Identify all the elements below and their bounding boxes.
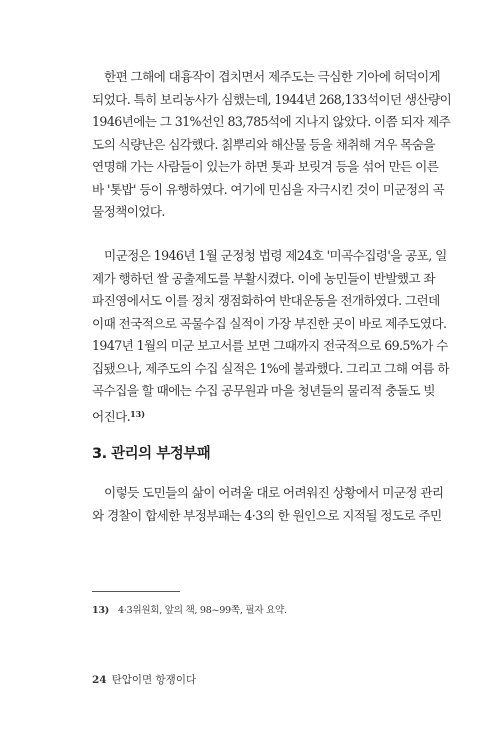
text-line: 물정책이었다.: [92, 204, 165, 219]
text-line: 어진다.: [92, 408, 131, 424]
paragraph-famine: [92, 66, 452, 224]
text-line: 파진영에서도 이를 정치 쟁점화하여 반대운동을 전개하였다. 그런데: [92, 293, 440, 308]
text-line: 집됐으나, 제주도의 수집 실적은 1%에 불과했다. 그리고 그해 여름 하: [92, 360, 449, 376]
footnote-reference[interactable]: 13): [130, 408, 146, 419]
text-line: 한편 그해에 대흉작이 겹치면서 제주도는 극심한 기아에 허덕이게: [104, 69, 441, 84]
footnote-divider: [92, 591, 180, 592]
text-line: 되었다. 특히 보리농사가 심했는데, 1944년 268,133석이던 생산량이: [92, 91, 452, 107]
text-line: 이때 전국적으로 곡물수집 실적이 가장 부진한 곳이 바로 제주도였다.: [92, 315, 447, 331]
footnote: [92, 602, 287, 616]
text-line: 곡수집을 할 때에는 수집 공무원과 마을 청년들의 물리적 충돌도 빚: [92, 383, 435, 398]
paragraph-corruption: [92, 482, 444, 527]
paragraph-grain-policy: [92, 245, 449, 428]
section-heading: 3. 관리의 부정부패: [92, 446, 211, 462]
text-line: 도의 식량난은 심각했다. 칡뿌리와 해산물 등을 채취해 겨우 목숨을: [92, 136, 435, 152]
text-line: 와 경찰이 합세한 부정부패는 4·3의 한 원인으로 지적될 정도로 주민: [92, 507, 442, 523]
text-line: 바 '톳밥' 등이 유행하였다. 여기에 민심을 자극시킨 것이 미군정의 곡: [92, 181, 445, 197]
page-number: 24: [92, 674, 107, 686]
running-title: 탄압이면 항쟁이다: [111, 674, 197, 686]
footnote-number: 13): [92, 605, 109, 616]
text-line: 미군정은 1946년 1월 군정청 법령 제24호 '미곡수집령'을 공포, 일: [104, 248, 447, 263]
text-line: 1947년 1월의 미군 보고서를 보면 그때까지 전국적으로 69.5%가 수: [92, 338, 448, 353]
text-line-with-footnote: [92, 403, 434, 429]
page-footer: [92, 672, 196, 687]
footnote-text: 4·3위원회, 앞의 책, 98~99쪽, 필자 요약.: [118, 605, 287, 616]
text-line: 이렇듯 도민들의 삶이 어려울 대로 어려워진 상황에서 미군정 관리: [104, 485, 444, 500]
text-line: 연명해 가는 사람들이 있는가 하면 톳과 보릿겨 등을 섞어 만든 이른: [92, 159, 439, 174]
text-line: 1946년에는 그 31%선인 83,785석에 지나지 않았다. 이쯤 되자 제주: [92, 114, 451, 129]
text-line: 제가 행하던 쌀 공출제도를 부활시켰다. 이에 농민들이 반발했고 좌: [92, 270, 435, 286]
